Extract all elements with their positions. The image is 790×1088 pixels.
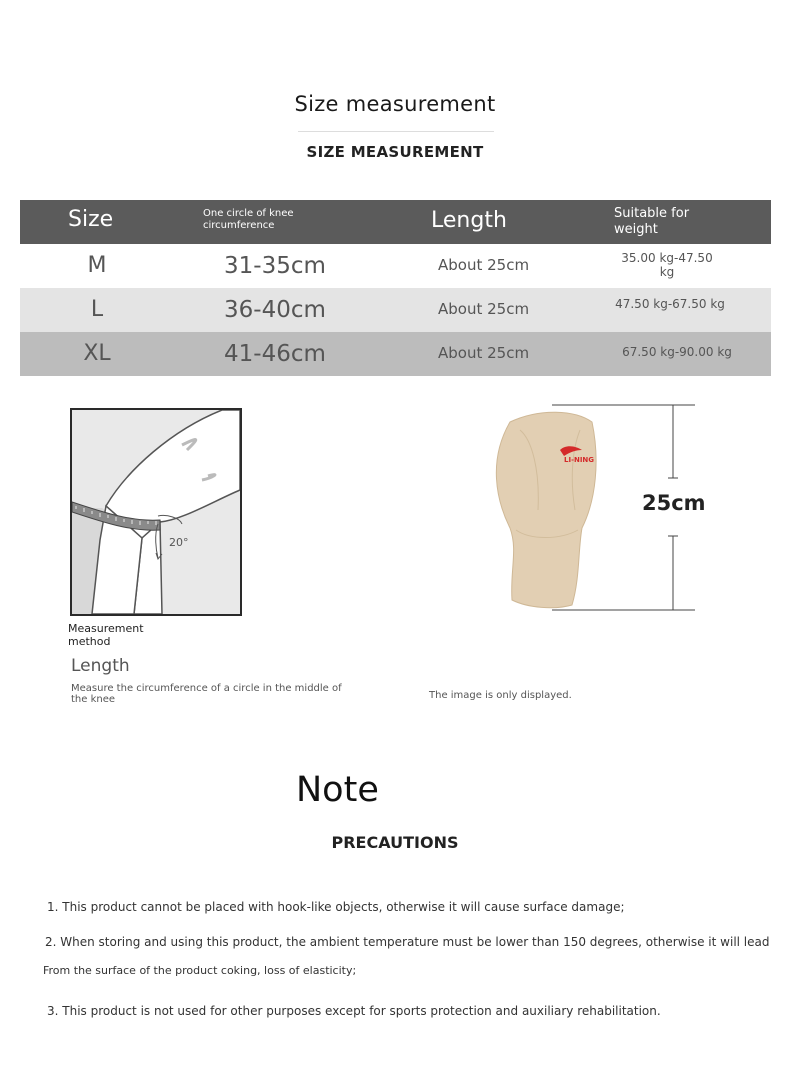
header-circumference: One circle of knee circumference <box>203 208 294 231</box>
size-cell: M <box>87 253 107 278</box>
header-length: Length <box>431 208 507 233</box>
note-item-3: 3. This product is not used for other purposes except for sports protection and auxiliary rehabilitation. <box>47 1004 661 1018</box>
notes-title: Note <box>296 770 379 810</box>
leg-illustration <box>72 410 240 614</box>
table-header <box>20 200 771 244</box>
page-title: Size measurement <box>294 92 496 116</box>
table-row <box>20 288 771 332</box>
image-disclaimer: The image is only displayed. <box>429 690 572 701</box>
circumference-cell: 31-35cm <box>224 253 326 279</box>
brand-mark: LI-NING <box>564 456 595 464</box>
page-subtitle: SIZE MEASUREMENT <box>306 143 484 161</box>
size-table <box>20 200 771 376</box>
notes-subtitle: PRECAUTIONS <box>331 833 459 852</box>
note-item-1: 1. This product cannot be placed with hook-like objects, otherwise it will cause surface damage; <box>47 900 625 914</box>
table-row <box>20 244 771 288</box>
note-item-2: 2. When storing and using this product, the ambient temperature must be lower than 150 degrees, otherwise it will lead <box>45 935 770 949</box>
size-cell: L <box>90 297 104 322</box>
header-size: Size <box>68 207 114 232</box>
circumference-cell: 41-46cm <box>224 341 326 367</box>
length-cell: About 25cm <box>438 344 530 362</box>
measurement-diagram <box>70 408 242 616</box>
weight-cell: 47.50 kg-67.50 kg <box>615 297 725 311</box>
length-cell: About 25cm <box>438 256 530 274</box>
angle-label: 20° <box>169 536 189 549</box>
title-underline <box>298 131 494 132</box>
product-length-label: 25cm <box>642 491 706 515</box>
weight-cell: 35.00 kg-47.50 kg <box>621 251 713 279</box>
note-item-2-continued: From the surface of the product coking, loss of elasticity; <box>43 964 357 977</box>
weight-cell: 67.50 kg-90.00 kg <box>622 345 732 359</box>
length-label: Length <box>71 656 130 676</box>
measurement-description: Measure the circumference of a circle in the middle of the knee <box>71 683 342 705</box>
measurement-method-label: Measurement method <box>68 622 144 648</box>
table-row <box>20 332 771 376</box>
header-weight: Suitable for weight <box>614 206 690 237</box>
circumference-cell: 36-40cm <box>224 297 326 323</box>
size-cell: XL <box>83 341 111 366</box>
length-cell: About 25cm <box>438 300 530 318</box>
